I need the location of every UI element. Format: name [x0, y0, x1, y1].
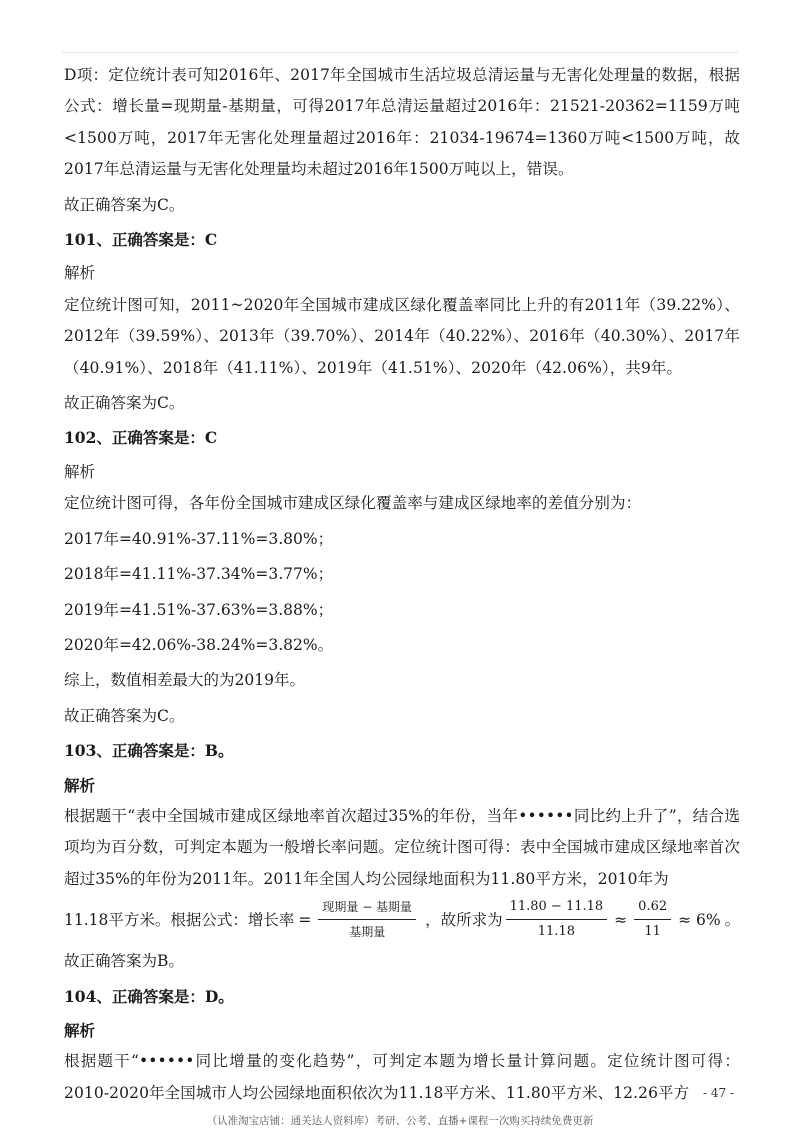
calc-denominator: 11.18 [537, 924, 575, 940]
question-103 [64, 735, 740, 977]
footer-note: （认准淘宝店铺：通关达人资料库）考研、公考、直播+课程一次购买持续免费更新 [206, 1115, 594, 1127]
option-d-conclusion: 故正确答案为C。 [64, 195, 185, 214]
formula-mid: ，故所求为 [425, 910, 503, 929]
page-number: - 47 - [702, 1086, 734, 1100]
question-101 [64, 224, 740, 419]
page-content [64, 60, 740, 1109]
calc-fraction [506, 897, 608, 942]
approx-denominator: 11 [644, 924, 661, 940]
growth-rate-denominator: 基期量 [349, 925, 386, 940]
question-104-body: 根据题干“••••••同比增量的变化趋势”，可判定本题为增长量计算问题。定位统计图可得：2010-2020年全国城市人均公园绿地面积依次为11.18平方米、11.80平方米、12.26平方 [64, 1052, 740, 1102]
question-102-line-2020: 2020年=42.06%-38.24%=3.82%。 [64, 635, 334, 654]
question-102-intro: 定位统计图可得，各年份全国城市建成区绿化覆盖率与建成区绿地率的差值分别为： [64, 494, 642, 513]
question-102-conclusion: 故正确答案为C。 [64, 706, 185, 725]
growth-rate-numerator: 现期量 − 基期量 [318, 897, 416, 920]
question-101-body: 定位统计图可知，2011~2020年全国城市建成区绿化覆盖率同比上升的有2011年（39.22%）、2012年（39.59%）、2013年（39.70%）、2014年（40.22%）、2016年（40.30%）、2017年（40.91%）、2018年（41.11%）、2019年（41.51%）、2020年（42.06%），共9年。 [64, 295, 740, 377]
approx-numerator: 0.62 [634, 897, 671, 920]
question-103-analysis-label: 解析 [64, 775, 96, 795]
question-101-analysis-label: 解析 [64, 264, 96, 283]
calc-numerator: 11.80 − 11.18 [506, 897, 608, 920]
question-103-body: 根据题干“表中全国城市建成区绿地率首次超过35%的年份，当年••••••同比约上升了”，结合选项均为百分数，可判定本题为一般增长率问题。定位统计图可得：表中全国城市建成区绿地率首次超过35%的年份为2011年。2011年全国人均公园绿地面积为11.80平方米，2010年为 [64, 806, 740, 888]
formula-equals: = [298, 910, 312, 929]
formula-end: 。 [724, 910, 741, 929]
question-103-title: 103、正确答案是：B。 [64, 741, 234, 761]
question-103-formula-line [64, 897, 740, 942]
option-d-text: D项：定位统计表可知2016年、2017年全国城市生活垃圾总清运量与无害化处理量的数据，根据公式：增长量=现期量-基期量，可得2017年总清运量超过2016年：21521-20362=1159万吨<1500万吨，2017年无害化处理量超过2016年：21034-19674=1360万吨<1500万吨，故2017年总清运量与无害化处理量均未超过2016年1500万吨以上，错误。 [64, 66, 740, 179]
question-102-line-2019: 2019年=41.51%-37.63%=3.88%； [64, 600, 334, 619]
question-102-summary: 综上，数值相差最大的为2019年。 [64, 671, 305, 690]
option-d-analysis [64, 60, 740, 221]
question-104-analysis-label: 解析 [64, 1020, 96, 1040]
question-101-conclusion: 故正确答案为C。 [64, 394, 185, 413]
approx-result: ≈ 6% [678, 910, 721, 929]
question-101-title: 101、正确答案是：C [64, 230, 218, 250]
question-104-title: 104、正确答案是：D。 [64, 986, 234, 1006]
approx-sign: ≈ [614, 910, 628, 929]
question-102-analysis-label: 解析 [64, 462, 96, 481]
question-104 [64, 981, 740, 1110]
approx-fraction [634, 897, 671, 942]
question-103-conclusion: 故正确答案为B。 [64, 952, 184, 971]
formula-prefix: 11.18平方米。根据公式：增长率 [64, 910, 295, 929]
growth-rate-fraction [318, 897, 416, 942]
header-rule [62, 52, 738, 53]
question-102-line-2018: 2018年=41.11%-37.34%=3.77%； [64, 565, 334, 584]
question-102-line-2017: 2017年=40.91%-37.11%=3.80%； [64, 529, 334, 548]
question-102 [64, 422, 740, 732]
question-102-title: 102、正确答案是：C [64, 428, 218, 448]
